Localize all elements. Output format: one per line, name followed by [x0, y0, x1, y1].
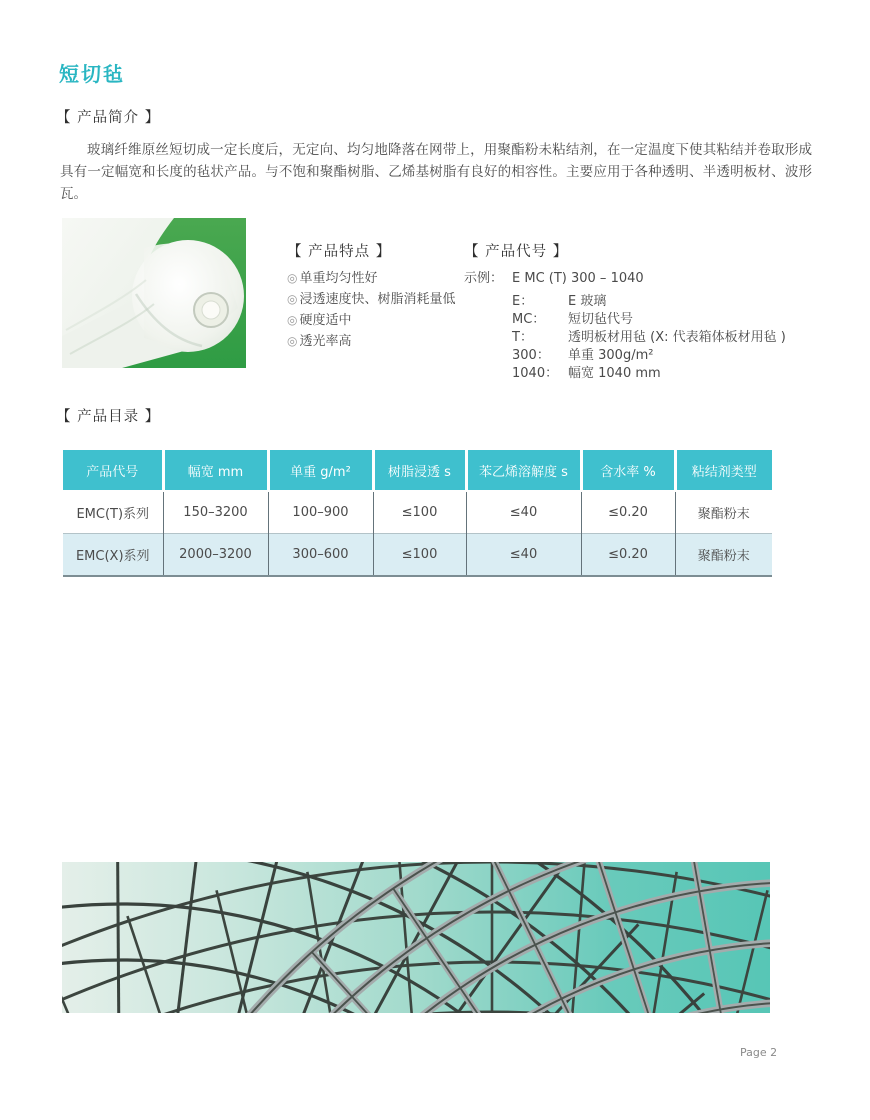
table-header-cell: 幅宽 mm	[163, 450, 268, 491]
code-value: 透明板材用毡 (X: 代表箱体板材用毡 )	[568, 330, 786, 345]
product-photo	[62, 218, 246, 368]
ring-bullet-icon: ◎	[287, 313, 298, 327]
code-key: MC：	[512, 312, 546, 327]
features-section	[287, 240, 457, 352]
code-row	[464, 347, 814, 365]
table-header-cell: 单重 g/m²	[268, 450, 373, 491]
table-cell: 聚酯粉末	[697, 549, 750, 564]
code-example-row	[464, 270, 814, 288]
ring-bullet-icon: ◎	[287, 292, 298, 306]
table-cell: 150–3200	[163, 491, 268, 534]
feature-item	[287, 331, 457, 352]
code-value: 单重 300g/m²	[568, 348, 654, 363]
intro-heading: 【 产品简介 】	[56, 110, 161, 126]
code-table	[464, 293, 814, 383]
feature-list	[287, 268, 457, 352]
catalog-heading: 【 产品目录 】	[56, 409, 161, 425]
table-cell: ≤40	[466, 491, 581, 534]
code-key: 300：	[512, 348, 550, 363]
table-row	[63, 491, 772, 534]
code-row	[464, 329, 814, 347]
feature-item-label: 硬度适中	[299, 313, 352, 328]
code-key: E：	[512, 294, 534, 309]
ring-bullet-icon: ◎	[287, 271, 298, 285]
glass-roof-illustration	[62, 862, 770, 1013]
table-cell: 100–900	[268, 491, 373, 534]
intro-paragraph: 玻璃纤维原丝短切成一定长度后，无定向、均匀地降落在网带上，用聚酯粉未粘结剂，在一定温度下使其粘结并卷取形成具有一定幅宽和长度的毡状产品。与不饱和聚酯树脂、乙烯基树脂有良好的相容性。主要应用于各种透明、半透明板材、波形瓦。	[60, 142, 812, 202]
table-row	[63, 534, 772, 577]
table-header-cell: 树脂浸透 s	[373, 450, 466, 491]
table-cell: ≤100	[373, 491, 466, 534]
code-example-label: 示例：	[464, 271, 504, 286]
table-cell: ≤0.20	[581, 491, 675, 534]
page-number: Page 2	[740, 1046, 778, 1059]
feature-item	[287, 289, 457, 310]
feature-item-label: 单重均匀性好	[299, 271, 378, 286]
product-table	[63, 450, 772, 577]
footer-photo	[62, 862, 770, 1013]
feature-item	[287, 310, 457, 331]
feature-item-label: 浸透速度快、树脂消耗量低	[299, 292, 456, 307]
table-cell: 聚酯粉末	[697, 507, 750, 522]
code-value: 幅宽 1040 mm	[568, 366, 661, 381]
code-key: 1040：	[512, 366, 559, 381]
table-body	[63, 491, 772, 576]
table-cell: ≤100	[373, 534, 466, 577]
ring-bullet-icon: ◎	[287, 334, 298, 348]
features-heading: 【 产品特点 】	[287, 244, 392, 260]
table-cell: 2000–3200	[163, 534, 268, 577]
table-cell: EMC(X)系列	[63, 534, 163, 577]
table-header-cell: 产品代号	[63, 450, 163, 491]
code-value: E 玻璃	[568, 294, 607, 309]
code-row	[464, 365, 814, 383]
code-value: 短切毡代号	[568, 312, 634, 327]
codes-section	[464, 240, 814, 383]
table-header-cell: 含水率 %	[581, 450, 675, 491]
table-cell: ≤40	[466, 534, 581, 577]
code-example-value: E MC (T) 300 – 1040	[512, 271, 644, 286]
codes-heading: 【 产品代号 】	[464, 244, 569, 260]
feature-item	[287, 268, 457, 289]
code-row	[464, 293, 814, 311]
catalog-table-wrap	[63, 450, 772, 577]
code-key: T：	[512, 330, 533, 345]
page-title: 短切毡	[59, 62, 125, 86]
table-cell: EMC(T)系列	[63, 491, 163, 534]
table-header-cell: 粘结剂类型	[675, 450, 772, 491]
table-cell: ≤0.20	[581, 534, 675, 577]
code-row	[464, 311, 814, 329]
mat-roll-illustration	[62, 218, 246, 368]
table-cell: 300–600	[268, 534, 373, 577]
table-header-row	[63, 450, 772, 491]
feature-item-label: 透光率高	[299, 334, 352, 349]
table-header-cell: 苯乙烯溶解度 s	[466, 450, 581, 491]
